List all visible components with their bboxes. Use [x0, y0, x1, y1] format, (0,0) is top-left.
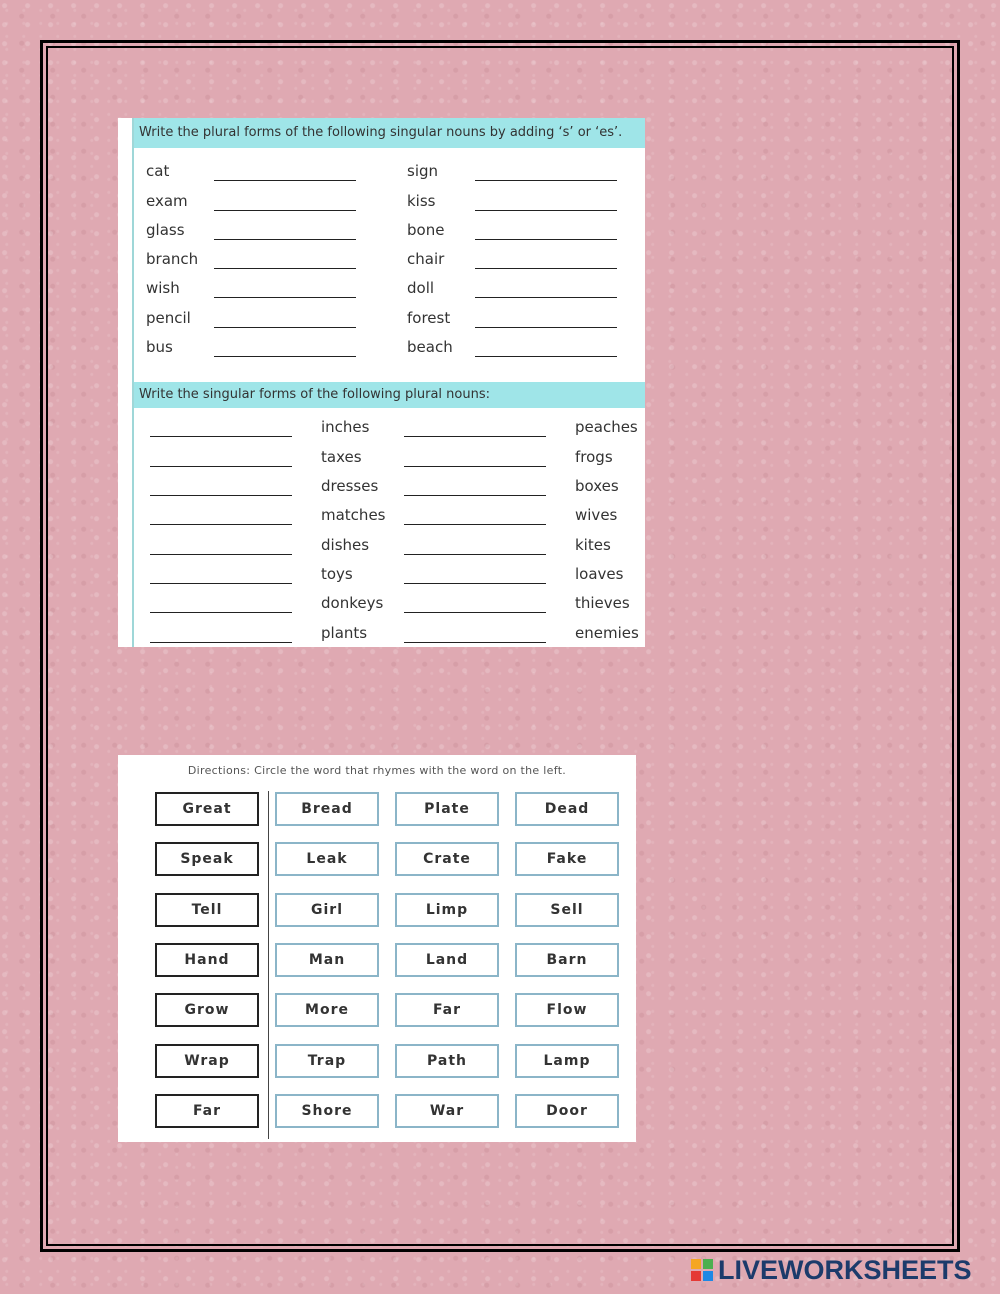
singular-row-left [150, 448, 390, 468]
singular-word: beach [407, 338, 453, 356]
rhyme-key-word: Far [155, 1094, 259, 1128]
plural-nouns-worksheet [118, 118, 645, 647]
answer-line[interactable] [404, 554, 546, 555]
rhyme-option[interactable]: Crate [395, 842, 499, 876]
singular-row-left [150, 594, 390, 614]
answer-line[interactable] [475, 297, 617, 298]
answer-line[interactable] [214, 239, 356, 240]
singular-row-right [404, 536, 644, 556]
plural-word: donkeys [321, 594, 384, 612]
singular-word: bone [407, 221, 445, 239]
answer-line[interactable] [475, 268, 617, 269]
plural-word: thieves [575, 594, 630, 612]
liveworksheets-brand[interactable]: LIVEWORKSHEETS [718, 1255, 972, 1285]
singular-instruction: Write the singular forms of the following plural nouns: [134, 382, 645, 408]
singular-row-right [404, 418, 644, 438]
answer-line[interactable] [150, 524, 292, 525]
singular-word: forest [407, 309, 451, 327]
rhyme-worksheet [118, 755, 636, 1142]
answer-line[interactable] [475, 239, 617, 240]
singular-word: glass [146, 221, 185, 239]
rhyme-option[interactable]: Bread [275, 792, 379, 826]
plural-row-right [407, 221, 637, 241]
rhyme-key-word: Wrap [155, 1044, 259, 1078]
answer-line[interactable] [214, 297, 356, 298]
plural-word: toys [321, 565, 353, 583]
plural-word: taxes [321, 448, 362, 466]
answer-line[interactable] [404, 583, 546, 584]
answer-line[interactable] [214, 180, 356, 181]
singular-row-left [150, 624, 390, 644]
rhyme-key-word: Hand [155, 943, 259, 977]
singular-row-left [150, 506, 390, 526]
answer-line[interactable] [404, 495, 546, 496]
answer-line[interactable] [150, 466, 292, 467]
answer-line[interactable] [404, 436, 546, 437]
singular-row-left [150, 477, 390, 497]
rhyme-option[interactable]: Limp [395, 893, 499, 927]
plural-row-right [407, 192, 637, 212]
rhyme-key-word: Tell [155, 893, 259, 927]
column-divider [268, 791, 269, 1139]
answer-line[interactable] [214, 210, 356, 211]
answer-line[interactable] [150, 436, 292, 437]
rhyme-option[interactable]: Girl [275, 893, 379, 927]
plural-instruction: Write the plural forms of the following singular nouns by adding ‘s’ or ‘es’. [134, 118, 645, 148]
liveworksheets-logo-icon [690, 1258, 716, 1282]
singular-word: exam [146, 192, 188, 210]
singular-word: sign [407, 162, 439, 180]
singular-word: bus [146, 338, 173, 356]
plural-word: enemies [575, 624, 639, 642]
rhyme-option[interactable]: Flow [515, 993, 619, 1027]
rhyme-option[interactable]: More [275, 993, 379, 1027]
rhyme-option[interactable]: War [395, 1094, 499, 1128]
singular-row-right [404, 565, 644, 585]
plural-word: frogs [575, 448, 613, 466]
plural-word: boxes [575, 477, 619, 495]
plural-word: peaches [575, 418, 638, 436]
plural-row-left [146, 338, 376, 358]
singular-row-left [150, 536, 390, 556]
plural-row-left [146, 162, 376, 182]
rhyme-option[interactable]: Leak [275, 842, 379, 876]
plural-word: loaves [575, 565, 624, 583]
answer-line[interactable] [214, 356, 356, 357]
rhyme-option[interactable]: Man [275, 943, 379, 977]
answer-line[interactable] [475, 210, 617, 211]
singular-word: pencil [146, 309, 191, 327]
worksheet-edge [118, 118, 134, 647]
rhyme-option[interactable]: Dead [515, 792, 619, 826]
answer-line[interactable] [214, 268, 356, 269]
answer-line[interactable] [475, 180, 617, 181]
rhyme-option[interactable]: Plate [395, 792, 499, 826]
rhyme-option[interactable]: Barn [515, 943, 619, 977]
rhyme-option[interactable]: Land [395, 943, 499, 977]
answer-line[interactable] [475, 356, 617, 357]
singular-word: wish [146, 279, 180, 297]
singular-row-right [404, 506, 644, 526]
plural-row-right [407, 250, 637, 270]
rhyme-option[interactable]: Fake [515, 842, 619, 876]
plural-row-left [146, 279, 376, 299]
rhyme-option[interactable]: Shore [275, 1094, 379, 1128]
answer-line[interactable] [404, 612, 546, 613]
answer-line[interactable] [214, 327, 356, 328]
plural-word: dresses [321, 477, 379, 495]
singular-row-right [404, 594, 644, 614]
plural-word: matches [321, 506, 386, 524]
answer-line[interactable] [150, 495, 292, 496]
answer-line[interactable] [404, 466, 546, 467]
plural-word: plants [321, 624, 368, 642]
singular-row-left [150, 565, 390, 585]
answer-line[interactable] [404, 642, 546, 643]
plural-word: dishes [321, 536, 370, 554]
rhyme-key-word: Great [155, 792, 259, 826]
plural-row-right [407, 309, 637, 329]
plural-row-right [407, 162, 637, 182]
plural-row-left [146, 309, 376, 329]
answer-line[interactable] [150, 583, 292, 584]
plural-row-right [407, 338, 637, 358]
answer-line[interactable] [150, 612, 292, 613]
singular-row-right [404, 624, 644, 644]
plural-word: wives [575, 506, 618, 524]
rhyme-option[interactable]: Path [395, 1044, 499, 1078]
rhyme-option[interactable]: Lamp [515, 1044, 619, 1078]
plural-row-left [146, 221, 376, 241]
singular-row-right [404, 448, 644, 468]
answer-line[interactable] [404, 524, 546, 525]
singular-word: cat [146, 162, 170, 180]
answer-line[interactable] [150, 642, 292, 643]
singular-row-right [404, 477, 644, 497]
plural-word: inches [321, 418, 370, 436]
rhyme-option[interactable]: Far [395, 993, 499, 1027]
plural-row-left [146, 250, 376, 270]
plural-row-left [146, 192, 376, 212]
singular-word: chair [407, 250, 445, 268]
answer-line[interactable] [475, 327, 617, 328]
rhyme-option[interactable]: Door [515, 1094, 619, 1128]
plural-word: kites [575, 536, 611, 554]
plural-row-right [407, 279, 637, 299]
rhyme-option[interactable]: Trap [275, 1044, 379, 1078]
answer-line[interactable] [150, 554, 292, 555]
singular-word: doll [407, 279, 435, 297]
rhyme-key-word: Grow [155, 993, 259, 1027]
singular-word: kiss [407, 192, 436, 210]
singular-word: branch [146, 250, 199, 268]
singular-row-left [150, 418, 390, 438]
rhyme-option[interactable]: Sell [515, 893, 619, 927]
rhyme-key-word: Speak [155, 842, 259, 876]
rhyme-directions: Directions: Circle the word that rhymes with the word on the left. [187, 764, 567, 777]
